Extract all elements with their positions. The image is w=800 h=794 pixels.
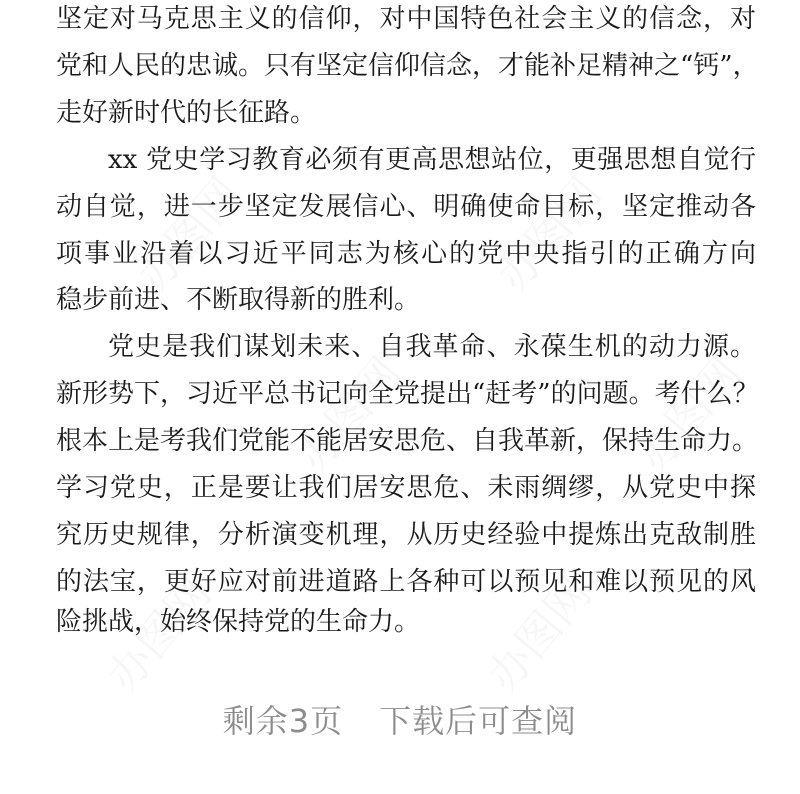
paragraph-line: 走好新时代的长征路。	[56, 98, 317, 128]
watermark	[479, 161, 613, 303]
paragraph-line: 项事业沿着以习近平同志为核心的党中央指引的正确方向	[56, 239, 756, 269]
download-to-view-label[interactable]: 下载后可查阅	[379, 702, 578, 740]
paragraph-line: 党史是我们谋划未来、自我革命、永葆生机的动力源。	[108, 332, 756, 362]
paragraph-line: 的法宝，更好应对前进道路上各种可以预见和难以预见的风	[56, 567, 756, 597]
paragraph-line: xx 党史学习教育必须有更高思想站位，更强思想自觉行	[108, 145, 756, 175]
paragraph-line: 新形势下，习近平总书记向全党提出“赶考”的问题。考什么？	[56, 379, 759, 409]
paragraph-line: 动自觉，进一步坚定发展信心、明确使命目标，坚定推动各	[56, 192, 756, 222]
paragraph-line: 险挑战，始终保持党的生命力。	[56, 607, 421, 637]
download-prompt[interactable]	[0, 696, 800, 742]
paragraph-line: 根本上是考我们党能不能居安思危、自我革新，保持生命力。	[56, 426, 759, 456]
paragraph-line: 稳步前进、不断取得新的胜利。	[56, 285, 421, 315]
paragraph-line: 党和人民的忠诚。只有坚定信仰信念，才能补足精神之“钙”，	[56, 51, 759, 81]
paragraph-line: 究历史规律，分析演变机理，从历史经验中提炼出克敌制胜	[56, 520, 756, 550]
paragraph-line: 坚定对马克思主义的信仰，对中国特色社会主义的信念，对	[56, 4, 756, 34]
paragraph-line: 学习党史，正是要让我们居安思危、未雨绸缪，从党史中探	[56, 473, 756, 503]
remaining-pages-label: 剩余3页	[222, 702, 344, 740]
watermark	[119, 161, 253, 303]
